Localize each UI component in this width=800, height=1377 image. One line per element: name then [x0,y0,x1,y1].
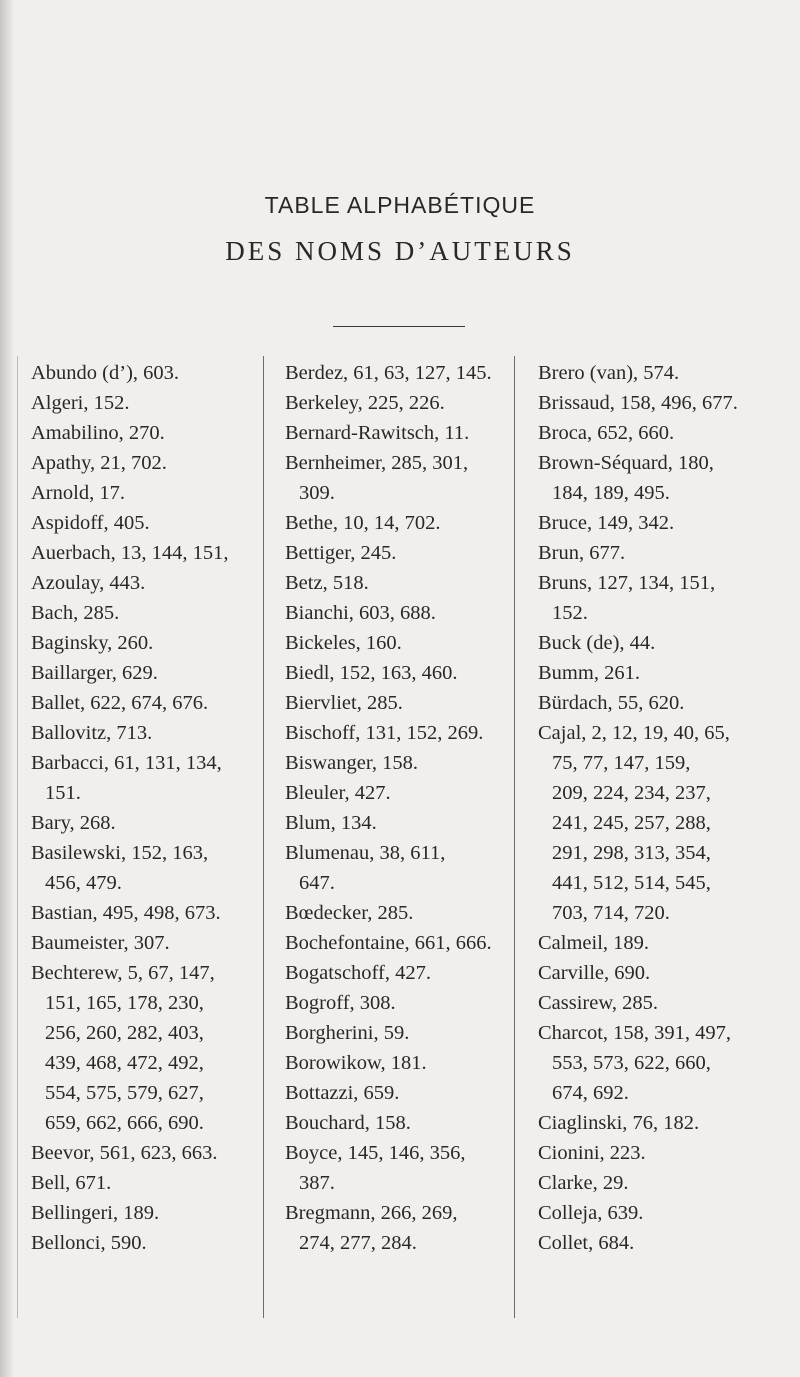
index-entry: Bianchi, 603, 688. [285,602,436,624]
index-entry: Bochefontaine, 661, 666. [285,932,492,954]
index-entry: Auerbach, 13, 144, 151, [31,542,229,564]
index-entry: Barbacci, 61, 131, 134, 151. [31,752,222,804]
index-entry: Berdez, 61, 63, 127, 145. [285,362,492,384]
index-entry: Baillarger, 629. [31,662,158,684]
index-entry: Aspidoff, 405. [31,512,150,534]
index-entry: Cajal, 2, 12, 19, 40, 65, 75, 77, 147, 159, 209, 224, 234, 237, 241, 245, 257, 288, 291, 298, 313, 354, 441, 512, 514, 545, 703, 714, 720. [538,722,730,924]
index-entry: Colleja, 639. [538,1202,644,1224]
index-entry: Bellonci, 590. [31,1232,147,1254]
index-entry: Bœdecker, 285. [285,902,414,924]
index-entry: Buck (de), 44. [538,632,656,654]
index-entry: Bell, 671. [31,1172,112,1194]
index-entry: Collet, 684. [538,1232,635,1254]
index-entry: Bernard-Rawitsch, 11. [285,422,470,444]
index-entry: Bickeles, 160. [285,632,402,654]
index-column-2 [285,358,521,1258]
index-entry: Borowikow, 181. [285,1052,427,1074]
title-rule [333,326,465,327]
index-entry: Bach, 285. [31,602,120,624]
index-entry: Bogatschoff, 427. [285,962,431,984]
index-entry: Biswanger, 158. [285,752,418,774]
index-entry: Bregmann, 266, 269, 274, 277, 284. [285,1202,458,1254]
index-entry: Ballovitz, 713. [31,722,153,744]
title-line-1: TABLE ALPHABÉTIQUE [264,192,536,218]
index-entry: Brown-Séquard, 180, 184, 189, 495. [538,452,714,504]
index-entry: Calmeil, 189. [538,932,650,954]
index-entry: Bernheimer, 285, 301, 309. [285,452,469,504]
index-entry: Bellingeri, 189. [31,1202,160,1224]
index-entry: Brissaud, 158, 496, 677. [538,392,738,414]
index-entry: Brun, 677. [538,542,626,564]
index-entry: Bettiger, 245. [285,542,397,564]
column-divider-left [17,356,18,1318]
index-entry: Biervliet, 285. [285,692,403,714]
index-entry: Cionini, 223. [538,1142,646,1164]
index-entry: Beevor, 561, 623, 663. [31,1142,218,1164]
index-entry: Berkeley, 225, 226. [285,392,445,414]
index-entry: Ballet, 622, 674, 676. [31,692,209,714]
index-entry: Bruns, 127, 134, 151, 152. [538,572,716,624]
index-entry: Bechterew, 5, 67, 147, 151, 165, 178, 230, 256, 260, 282, 403, 439, 468, 472, 492, 554, 575, 579, 627, 659, 662, 666, 690. [31,962,215,1134]
index-entry: Bumm, 261. [538,662,640,684]
index-entry: Bruce, 149, 342. [538,512,675,534]
index-entry: Bethe, 10, 14, 702. [285,512,441,534]
index-entry: Bürdach, 55, 620. [538,692,685,714]
index-entry: Baumeister, 307. [31,932,170,954]
index-entry: Bleuler, 427. [285,782,391,804]
index-entry: Baginsky, 260. [31,632,154,654]
index-entry: Charcot, 158, 391, 497, 553, 573, 622, 660, 674, 692. [538,1022,732,1104]
index-entry: Basilewski, 152, 163, 456, 479. [31,842,209,894]
index-entry: Bischoff, 131, 152, 269. [285,722,484,744]
index-entry: Borgherini, 59. [285,1022,410,1044]
index-entry: Ciaglinski, 76, 182. [538,1112,700,1134]
index-entry: Biedl, 152, 163, 460. [285,662,458,684]
title-line-2: DES NOMS D’AUTEURS [225,236,575,266]
index-entry: Bouchard, 158. [285,1112,411,1134]
index-entry: Abundo (d’), 603. [31,362,180,384]
index-entry: Carville, 690. [538,962,651,984]
index-entry: Clarke, 29. [538,1172,629,1194]
index-entry: Algeri, 152. [31,392,130,414]
index-entry: Betz, 518. [285,572,369,594]
index-column-3 [538,358,774,1258]
index-entry: Arnold, 17. [31,482,125,504]
index-column-1 [31,358,267,1258]
index-entry: Bary, 268. [31,812,116,834]
index-entry: Bottazzi, 659. [285,1082,400,1104]
index-entry: Blumenau, 38, 611, 647. [285,842,446,894]
index-entry: Azoulay, 443. [31,572,146,594]
index-entry: Boyce, 145, 146, 356, 387. [285,1142,466,1194]
index-entry: Bastian, 495, 498, 673. [31,902,221,924]
index-entry: Bogroff, 308. [285,992,396,1014]
index-entry: Blum, 134. [285,812,377,834]
index-entry: Cassirew, 285. [538,992,658,1014]
index-entry: Amabilino, 270. [31,422,165,444]
index-entry: Brero (van), 574. [538,362,680,384]
index-entry: Apathy, 21, 702. [31,452,167,474]
index-entry: Broca, 652, 660. [538,422,675,444]
